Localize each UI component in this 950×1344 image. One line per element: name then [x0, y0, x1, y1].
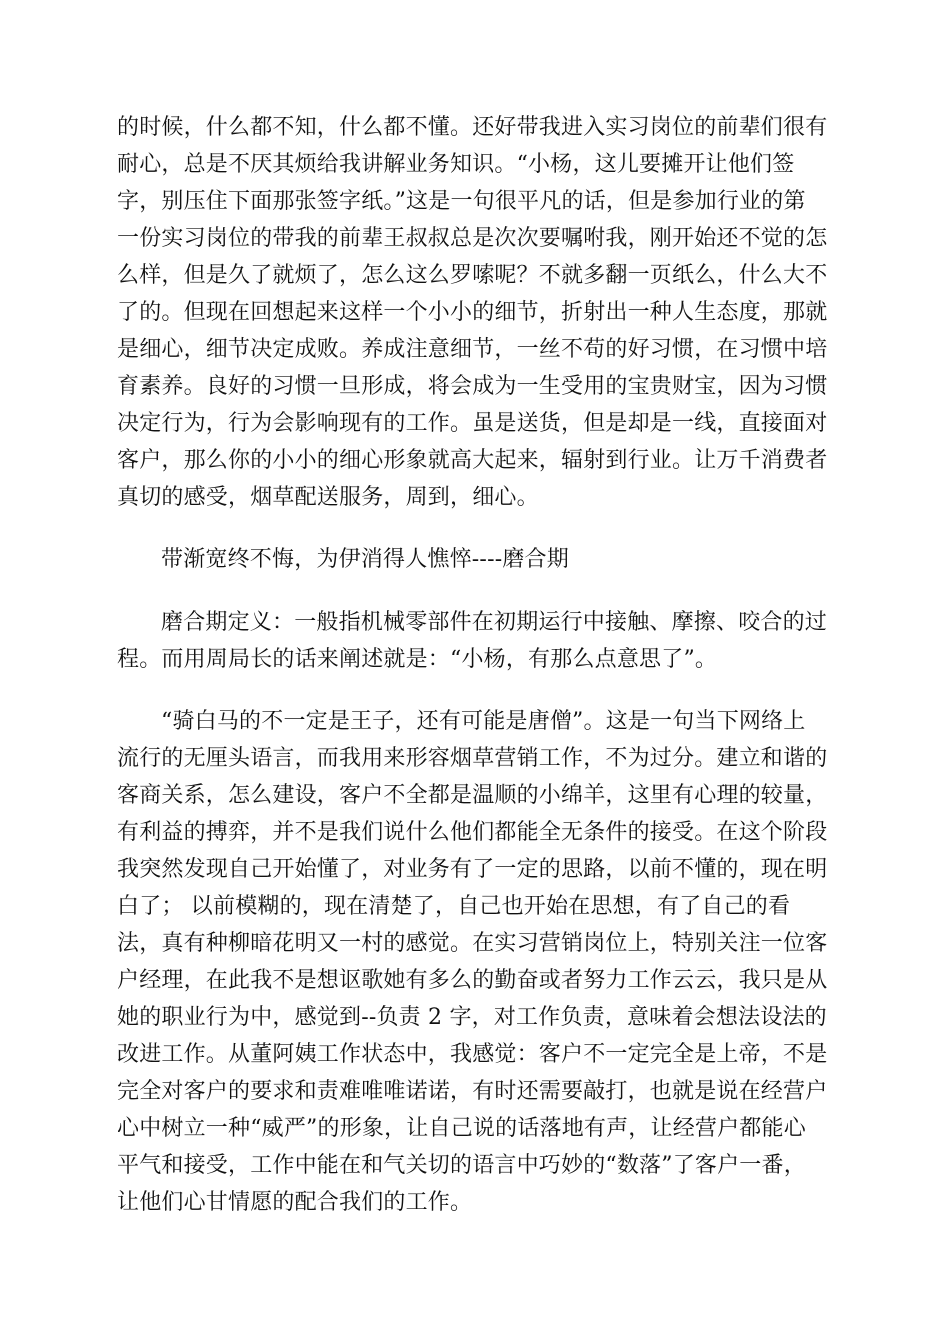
text-line: 字，别压住下面那张签字纸。”这是一句很平凡的话，但是参加行业的第: [117, 189, 806, 214]
text-line: 客商关系，怎么建设，客户不全都是温顺的小绵羊，这里有心理的较量，: [117, 783, 828, 808]
text-line: 客户，那么你的小小的细心形象就高大起来，辐射到行业。让万千消费者: [117, 448, 828, 473]
text-line: 我突然发现自己开始懂了，对业务有了一定的思路，以前不懂的，现在明: [117, 857, 828, 882]
text-line: 决定行为，行为会影响现有的工作。虽是送货，但是却是一线，直接面对: [117, 411, 828, 436]
text-line: 她的职业行为中，感觉到--负责 2 字，对工作负责，意味着会想法设法的: [117, 1005, 827, 1030]
text-line: 真切的感受，烟草配送服务，周到，细心。: [117, 485, 539, 510]
text-line: 有利益的搏弈，并不是我们说什么他们都能全无条件的接受。在这个阶段: [117, 820, 828, 845]
text-line: 平气和接受，工作中能在和气关切的语言中巧妙的“数落”了客户一番，: [117, 1153, 806, 1178]
text-line: 的时候，什么都不知，什么都不懂。还好带我进入实习岗位的前辈们很有: [117, 115, 828, 140]
text-line: 法，真有种柳暗花明又一村的感觉。在实习营销岗位上，特别关注一位客: [117, 931, 828, 956]
text-line: 改进工作。从董阿姨工作状态中，我感觉：客户不一定完全是上帝，不是: [117, 1042, 828, 1067]
text-line: 了的。但现在回想起来这样一个小小的细节，折射出一种人生态度，那就: [117, 300, 828, 325]
text-line: 户经理，在此我不是想讴歌她有多么的勤奋或者努力工作云云，我只是从: [117, 968, 828, 993]
text-line: 完全对客户的要求和责难唯唯诺诺，有时还需要敲打，也就是说在经营户: [117, 1079, 828, 1104]
text-line: “骑白马的不一定是王子，还有可能是唐僧”。这是一句当下网络上: [161, 709, 806, 734]
section-heading: 带渐宽终不悔，为伊消得人憔悴----磨合期: [161, 547, 569, 572]
text-line: 流行的无厘头语言，而我用来形容烟草营销工作，不为过分。建立和谐的: [117, 746, 828, 771]
text-line: 育素养。良好的习惯一旦形成，将会成为一生受用的宝贵财宝，因为习惯: [117, 374, 828, 399]
text-line: 让他们心甘情愿的配合我们的工作。: [117, 1190, 473, 1215]
text-line: 是细心，细节决定成败。养成注意细节，一丝不苟的好习惯，在习惯中培: [117, 337, 828, 362]
text-line: 心中树立一种“威严”的形象，让自己说的话落地有声，让经营户都能心: [117, 1116, 806, 1141]
text-line: 白了； 以前模糊的，现在清楚了，自己也开始在思想，有了自己的看: [117, 894, 791, 919]
text-line: 耐心，总是不厌其烦给我讲解业务知识。“小杨，这儿要摊开让他们签: [117, 152, 795, 177]
text-line: 么样，但是久了就烦了，怎么这么罗嗦呢？不就多翻一页纸么，什么大不: [117, 263, 828, 288]
text-line: 磨合期定义：一般指机械零部件在初期运行中接触、摩擦、咬合的过: [161, 610, 828, 635]
text-line: 一份实习岗位的带我的前辈王叔叔总是次次要嘱咐我，刚开始还不觉的怎: [117, 226, 828, 251]
text-line: 程。而用周局长的话来阐述就是：“小杨，有那么点意思了”。: [117, 647, 718, 672]
